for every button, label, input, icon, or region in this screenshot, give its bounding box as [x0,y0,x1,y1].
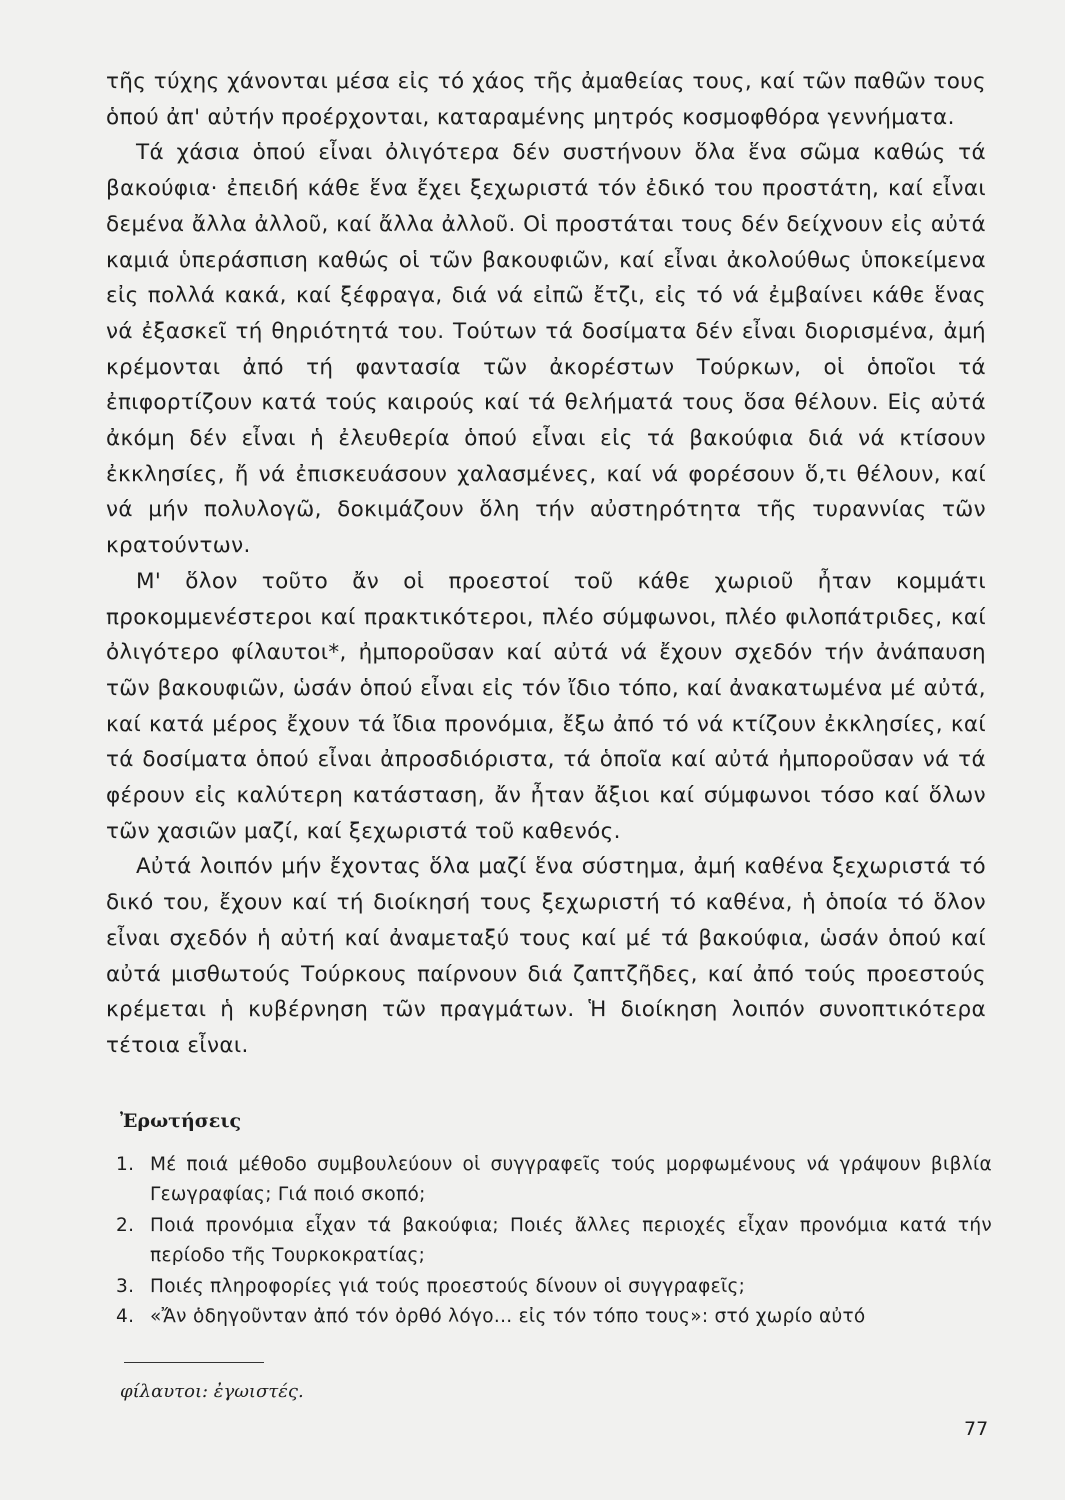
question-text: Ποιές πληροφορίες γιά τούς προεστούς δίνουν οἱ συγγραφεῖς; [150,1275,746,1297]
question-text: «Ἄν ὁδηγοῦνταν ἀπό τόν ὀρθό λόγο... εἰς τόν τόπο τους»: στό χωρίο αὐτό [150,1306,866,1328]
paragraph: Τά χάσια ὁπού εἶναι ὀλιγότερα δέν συστήνουν ὅλα ἕνα σῶμα καθώς τά βακούφια· ἐπειδή κάθε ἕνα ἔχει ξεχωριστά τόν ἐδικό του προστάτη, καί εἶναι δεμένα ἄλλα ἀλλοῦ, καί ἄλλα ἀλλοῦ. Οἱ προστάται τους δέν δείχνουν εἰς αὐτά καμιά ὑπεράσπιση καθώς οἱ τῶν βακουφιῶν, καί εἶναι ἀκολούθως ὑποκείμενα εἰς πολλά κακά, καί ξέφραγα, διά νά εἰπῶ ἔτζι, εἰς τό νά ἐμβαίνει κάθε ἕνας νά ἐξασκεῖ τή θηριότητά του. Τούτων τά δοσίματα δέν εἶναι διορισμένα, ἀμή κρέμονται ἀπό τή φαντασία τῶν ἀκορέστων Τούρκων, οἱ ὁποῖοι τά ἐπιφορτίζουν κατά τούς καιρούς καί τά θελήματά τους ὅσα θέλουν. Εἰς αὐτά ἀκόμη δέν εἶναι ἡ ἐλευθερία ὁπού εἶναι εἰς τά βακούφια διά νά κτίσουν ἐκκλησίες, ἤ νά ἐπισκευάσουν χαλασμένες, καί νά φορέσουν ὅ,τι θέλουν, καί νά μήν πολυλογῶ, δοκιμάζουν ὅλη τήν αὐστηρότητα τῆς τυραννίας τῶν κρατούντων. [106,140,986,559]
paragraph-continued: τῆς τύχης χάνονται μέσα εἰς τό χάος τῆς ἀμαθείας τους, καί τῶν παθῶν τους ὁπού ἀπ' αὐτήν προέρχονται, καταραμένης μητρός κοσμοφθόρα γεννήματα. [106,69,986,130]
paragraph: Αὐτά λοιπόν μήν ἔχοντας ὅλα μαζί ἕνα σύστημα, ἀμή καθένα ξεχωριστά τό δικό του, ἔχουν καί τή διοίκησή τους ξεχωριστή τό καθένα, ἡ ὁποία τό ὅλον εἶναι σχεδόν ἡ αὐτή καί ἀναμεταξύ τους καί μέ τά βακούφια, ὡσάν ὁπού καί αὐτά μισθωτούς Τούρκους παίρνουν διά ζαπτζῆδες, καί ἀπό τούς προεστούς κρέμεται ἡ κυβέρνηση τῶν πραγμάτων. Ἡ διοίκηση λοιπόν συνοπτικότερα τέτοια εἶναι. [106,854,986,1058]
question-number: 4. [116,1306,135,1328]
question-number: 3. [116,1275,135,1297]
footnote-divider [124,1362,264,1363]
question-text: Ποιά προνόμια εἶχαν τά βακούφια; Ποιές ἄλλες περιοχές εἶχαν προνόμια κατά τήν περίοδο τῆς Τουρκοκρατίας; [150,1214,992,1267]
page-number: 77 [964,1418,989,1440]
question-item [116,1302,992,1332]
main-text [106,64,986,1064]
questions-list [116,1150,992,1332]
footnote: φίλαυτοι: ἐγωιστές. [120,1381,304,1402]
questions-heading: Ἐρωτήσεις [120,1110,242,1132]
question-item [116,1150,992,1211]
question-text: Μέ ποιά μέθοδο συμβουλεύουν οἱ συγγραφεῖς τούς μορφωμένους νά γράψουν βιβλία Γεωγραφίας; Γιά ποιό σκοπό; [150,1154,992,1206]
question-item [116,1272,992,1302]
question-number: 1. [116,1154,135,1175]
question-item [116,1211,992,1272]
paragraph: Μ' ὅλον τοῦτο ἄν οἱ προεστοί τοῦ κάθε χωριοῦ ἦταν κομμάτι προκομμενέστεροι καί πρακτικότεροι, πλέο σύμφωνοι, πλέο φιλοπάτριδες, καί ὀλιγότερο φίλαυτοι*, ἠμποροῦσαν καί αὐτά νά ἔχουν σχεδόν τήν ἀνάπαυση τῶν βακουφιῶν, ὡσάν ὁπού εἶναι εἰς τόν ἴδιο τόπο, καί ἀνακατωμένα μέ αὐτά, καί κατά μέρος ἔχουν τά ἴδια προνόμια, ἔξω ἀπό τό νά κτίζουν ἐκκλησίες, καί τά δοσίματα ὁπού εἶναι ἀπροσδιόριστα, τά ὁποῖα καί αὐτά ἠμποροῦσαν νά τά φέρουν εἰς καλύτερη κατάσταση, ἄν ἦταν ἄξιοι καί σύμφωνοι τόσο καί ὅλων τῶν χασιῶν μαζί, καί ξεχωριστά τοῦ καθενός. [106,568,986,844]
question-number: 2. [116,1214,135,1236]
